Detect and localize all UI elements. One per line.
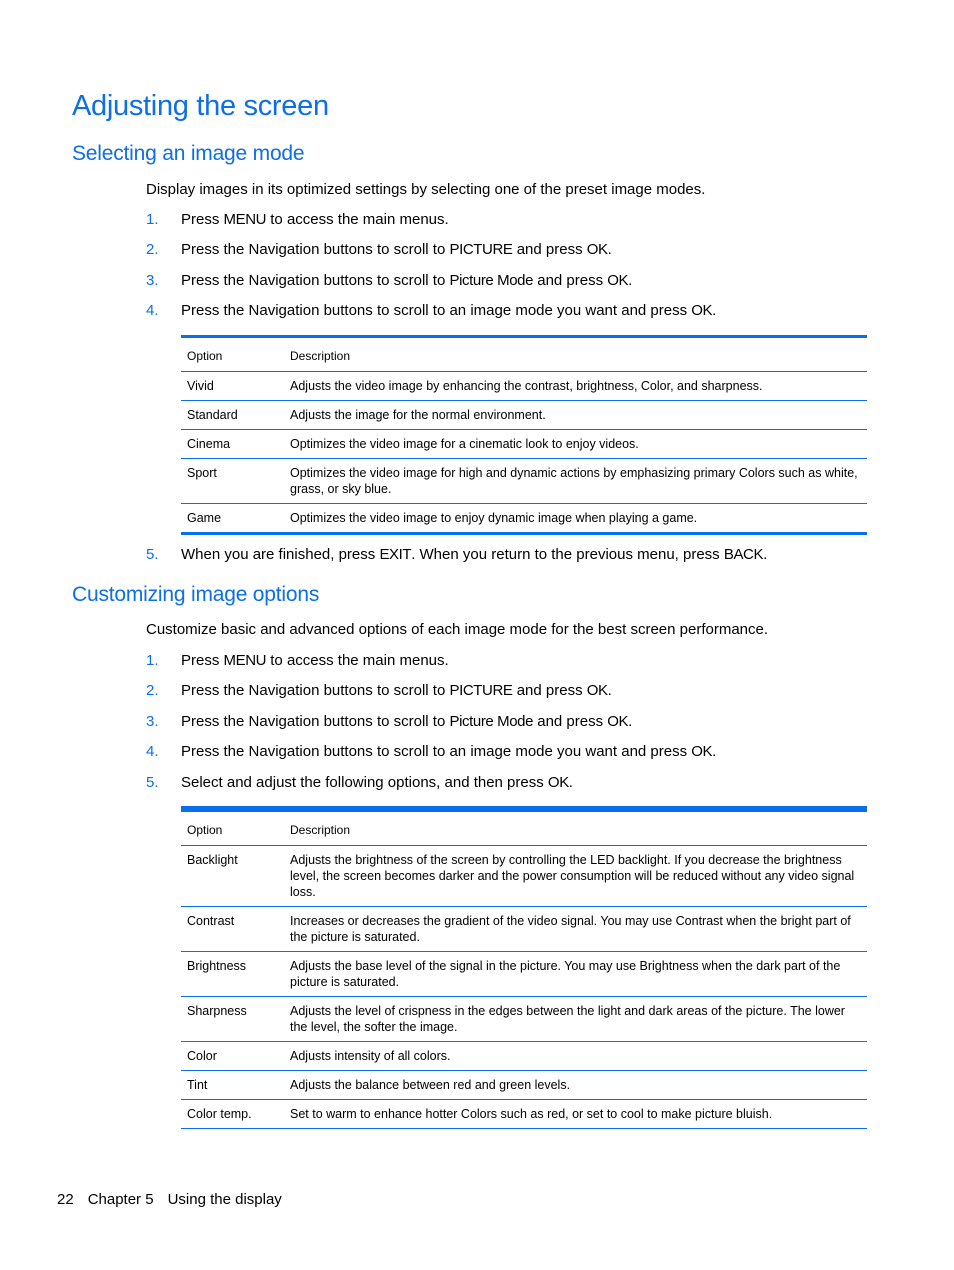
step-number: 1. [146, 211, 159, 228]
option-cell: Standard [181, 401, 284, 430]
description-cell: Optimizes the video image for high and dynamic actions by emphasizing primary Colors such as white, grass, or sky blue. [284, 459, 867, 504]
step-number: 2. [146, 241, 159, 258]
description-cell: Adjusts intensity of all colors. [284, 1042, 867, 1071]
description-cell: Increases or decreases the gradient of the video signal. You may use Contrast when the bright part of the picture is saturated. [284, 907, 867, 952]
table-row [181, 952, 867, 997]
table-row [181, 907, 867, 952]
page-number: 22 [57, 1191, 74, 1208]
option-cell: Sport [181, 459, 284, 504]
description-cell: Optimizes the video image to enjoy dynamic image when playing a game. [290, 511, 698, 525]
description-cell: Adjusts the brightness of the screen by controlling the LED backlight. If you decrease the brightness level, the screen becomes darker and the power consumption will be reduced without any video signal loss. [284, 846, 867, 907]
step-number: 3. [146, 272, 159, 289]
table-row [181, 997, 867, 1042]
description-cell: Adjusts the image for the normal environment. [284, 401, 867, 430]
key-label: PICTURE [449, 241, 513, 258]
option-cell: Backlight [181, 846, 284, 907]
page-title: Adjusting the screen [72, 90, 329, 122]
section-title-image-mode: Selecting an image mode [72, 142, 305, 165]
key-label: PICTURE [449, 682, 513, 699]
key-label: EXIT [379, 546, 412, 563]
section-title-customizing: Customizing image options [72, 583, 320, 606]
option-cell: Brightness [181, 952, 284, 997]
table-row [181, 1071, 867, 1100]
key-label: Picture Mode [449, 272, 534, 289]
chapter-label: Chapter 5 [87, 1191, 154, 1208]
description-cell: Optimizes the video image for a cinematic look to enjoy videos. [284, 430, 867, 459]
key-label: OK [691, 743, 713, 760]
description-cell: Adjusts the video image by enhancing the contrast, brightness, Color, and sharpness. [284, 372, 867, 401]
key-label: OK [691, 302, 713, 319]
description-cell: Adjusts the balance between red and green levels. [284, 1071, 867, 1100]
chapter-title: Using the display [167, 1191, 282, 1208]
key-label: OK [547, 774, 569, 791]
step-number: 5. [146, 774, 159, 791]
table-row [181, 459, 867, 504]
option-cell: Color [181, 1042, 284, 1071]
table-row [181, 846, 867, 907]
description-cell: Adjusts the base level of the signal in the picture. You may use Brightness when the dark part of the picture is saturated. [284, 952, 867, 997]
option-cell: Game [187, 511, 222, 525]
image-mode-table [181, 335, 867, 535]
table-row [181, 430, 867, 459]
table-row [181, 504, 867, 534]
table-row [181, 1042, 867, 1071]
image-options-table [181, 806, 867, 1129]
key-label: Picture Mode [449, 713, 534, 730]
option-cell: Tint [181, 1071, 284, 1100]
column-header-description: Description [284, 337, 867, 372]
table-header-row [181, 337, 867, 372]
option-cell: Cinema [181, 430, 284, 459]
table-row [181, 1100, 867, 1129]
column-header-option: Option [181, 809, 284, 846]
key-label: OK [607, 713, 629, 730]
description-cell: Set to warm to enhance hotter Colors such as red, or set to cool to make picture bluish. [290, 1107, 773, 1121]
step-number: 2. [146, 682, 159, 699]
description-cell: Adjusts the level of crispness in the edges between the light and dark areas of the picture. The lower the level, the softer the image. [284, 997, 867, 1042]
option-cell: Contrast [181, 907, 284, 952]
table-row [181, 372, 867, 401]
step-number: 1. [146, 652, 159, 669]
column-header-description: Description [284, 809, 867, 846]
key-label: BACK [723, 546, 764, 563]
key-label: MENU [223, 211, 267, 228]
page-footer [57, 1191, 296, 1209]
step-number: 4. [146, 302, 159, 319]
table-row [181, 401, 867, 430]
section-intro: Display images in its optimized settings by selecting one of the preset image modes. [146, 181, 706, 198]
section-intro: Customize basic and advanced options of each image mode for the best screen performance. [146, 621, 769, 638]
option-cell: Color temp. [187, 1107, 252, 1121]
key-label: OK [586, 682, 608, 699]
step-number: 3. [146, 713, 159, 730]
option-cell: Vivid [181, 372, 284, 401]
table-header-row [181, 809, 867, 846]
key-label: OK [586, 241, 608, 258]
key-label: MENU [223, 652, 267, 669]
option-cell: Sharpness [181, 997, 284, 1042]
step-number: 4. [146, 743, 159, 760]
step-number: 5. [146, 546, 159, 563]
key-label: OK [607, 272, 629, 289]
manual-page: Adjusting the screen Selecting an image mode Display images in its optimized settings by selecting one of the preset image modes. 1. Press MENU to access the main menus. 2. Press the Navigation buttons to scroll to PICTURE and press OK. 3. Press the Navigation buttons to scroll to Picture Mode and press OK. 4. Press the Navigation buttons to scroll to an image mode you want and press OK. Option Description Vivid Adjusts the video image by enhancing the contrast, brightness, Color, and sharpness. Standard Adjusts the image for the normal environment. Cinema Optimizes the video image for a cinematic look to enjoy videos. Sport Optimizes the video image for high and dynamic actions by emphasizing primary Colors such as white, grass, or sky blue. Game Optimizes the video image to enjoy dynamic image when playing a game. 5. When you are finished, press EXIT. When you return to the previous menu, press BACK. Customizing image options Customize basic and advanced options of each image mode for the best screen performance. 1. Press MENU to access the main menus. 2. Press the Navigation buttons to scroll to PICTURE and press OK. 3. Press the Navigation buttons to scroll to Picture Mode and press OK. 4. Press the Navigation buttons to scroll to an image mode you want and press OK. 5. Select and adjust the following options, and then press OK. Option Description Backlight Adjusts the brightness of the screen by controlling the LED backlight. If you decrease the brightness level, the screen becomes darker and the power consumption will be reduced without any video signal loss. Contrast Increases or decreases the gradient of the video signal. You may use Contrast when the bright part of the picture is saturated. Brightness Adjusts the base level of the signal in the picture. You may use Brightness when the dark part of the picture is saturated. Sharpness Adjusts the level of crispness in the edges between the light and dark areas of the picture. The lower the level, the softer the image. Color Adjusts intensity of all colors. Tint Adjusts the balance between red and green levels. Color temp. Set to warm to enhance hotter Colors such as red, or set to cool to make picture bluish. 22 Chapter 5 Using the display [0, 0, 954, 1270]
column-header-option: Option [181, 337, 284, 372]
